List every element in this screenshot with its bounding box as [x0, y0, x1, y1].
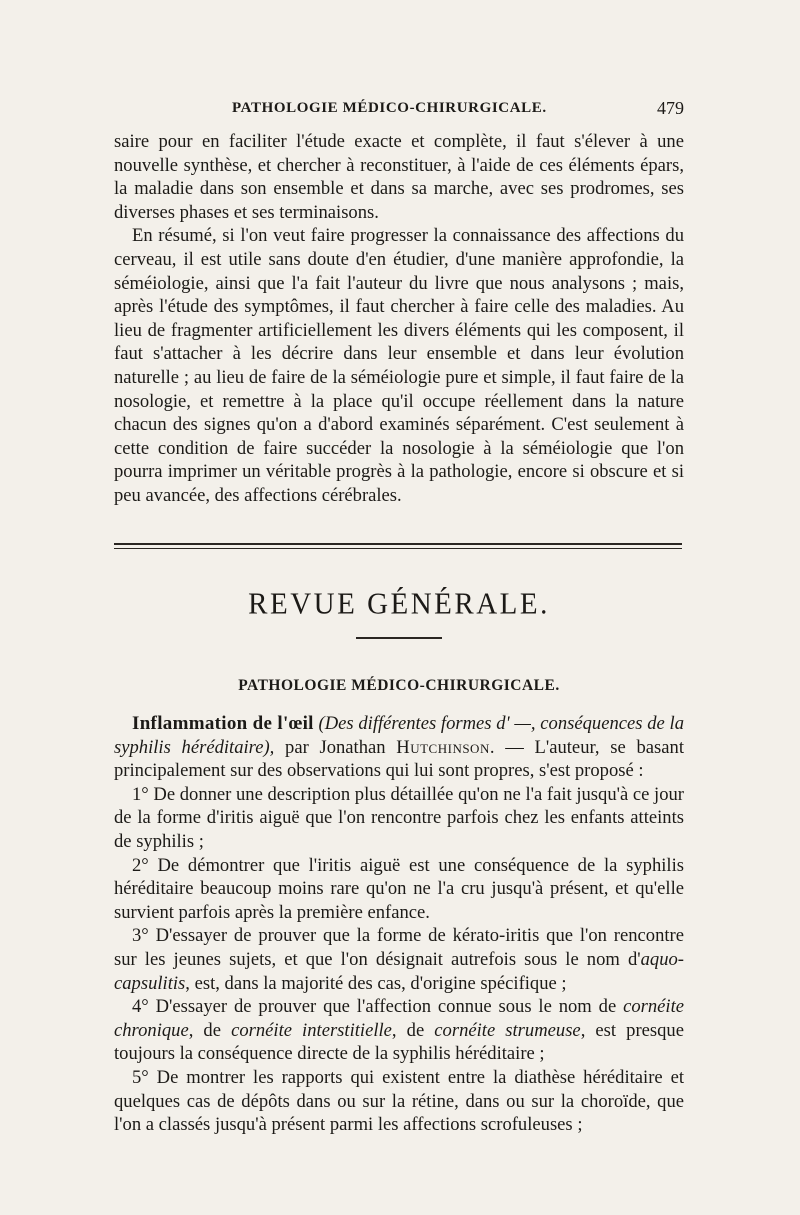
- section-divider: [114, 543, 682, 549]
- title-underline: [356, 637, 442, 639]
- author-name: Hutchinson: [396, 736, 490, 758]
- list-item: 5° De montrer les rapports qui existent entre la diathèse héréditaire et quelques cas de dépôts dans ou sur la rétine, dans ou sur la choroïde, que l'on a classés jusqu'à présent parmi les affections scrofuleuses ;: [114, 1066, 684, 1136]
- article-subtitle: (Des différentes formes d' —, conséquences de la syphilis héréditaire),: [114, 713, 685, 758]
- list-item: 3° D'essayer de prouver que la forme de kérato-iritis que l'on rencontre sur les jeunes sujets, et que l'on désignait autrefois sous le nom d'aquo-capsulitis, est, dans la majorité des cas, d'origine spécifique ;: [114, 925, 684, 994]
- review-conclusion: [114, 130, 684, 508]
- subsection-title: PATHOLOGIE MÉDICO-CHIRURGICALE.: [238, 677, 560, 694]
- article-intro: Inflammation de l'œil (Des différentes formes d' —, conséquences de la syphilis héréditaire), par Jonathan Hutchinson. — L'auteur, se basant principalement sur des observations qui lui sont propres, s'est proposé :: [114, 713, 685, 782]
- article-title: Inflammation de l'œil: [132, 713, 314, 734]
- paragraph-continuation: saire pour en faciliter l'étude exacte et complète, il faut s'élever à une nouvelle synthèse, et chercher à reconstituer, à l'aide de ces éléments épars, la maladie dans son ensemble et dans sa marche, avec ses prodromes, ses diverses phases et ses terminaisons.: [114, 131, 684, 223]
- running-title: PATHOLOGIE MÉDICO-CHIRURGICALE.: [232, 100, 547, 116]
- list-item: 4° D'essayer de prouver que l'affection connue sous le nom de cornéite chronique, de cornéite interstitielle, de cornéite strumeuse, est presque toujours la conséquence directe de la syphilis héréditaire ;: [114, 996, 684, 1065]
- paragraph-summary: En résumé, si l'on veut faire progresser la connaissance des affections du cerveau, il est utile sans doute d'en étudier, d'une manière approfondie, la séméiologie, ainsi que l'a fait l'auteur du livre que nous analysons ; mais, après l'étude des symptômes, il faut chercher à faire celle des maladies. Au lieu de fragmenter artificiellement les divers éléments qui les composent, il faut s'attacher à les décrire dans leur ensemble et dans leur évolution naturelle ; au lieu de faire de la séméiologie pure et simple, il faut faire de la nosologie, et remettre à la place qu'il occupe réellement dans la nature chacun des signes qu'on a d'abord examinés séparément. C'est seulement à cette condition de faire succéder la nosologie à la séméiologie que l'on pourra imprimer un véritable progrès à la pathologie, encore si obscure et si peu avancée, des affections cérébrales.: [114, 225, 684, 506]
- page-header: [114, 100, 684, 122]
- section-title: REVUE GÉNÉRALE.: [248, 587, 550, 621]
- article-body: [114, 712, 684, 1137]
- page-number: 479: [657, 98, 684, 118]
- list-item: 1° De donner une description plus détaillée qu'on ne l'a fait jusqu'à ce jour de la forme d'iritis aiguë que l'on rencontre parfois chez les enfants atteints de syphilis ;: [114, 783, 684, 852]
- list-item: 2° De démontrer que l'iritis aiguë est une conséquence de la syphilis héréditaire beaucoup moins rare qu'on ne l'a cru jusqu'à présent, et qu'elle survient parfois après la première enfance.: [114, 854, 684, 923]
